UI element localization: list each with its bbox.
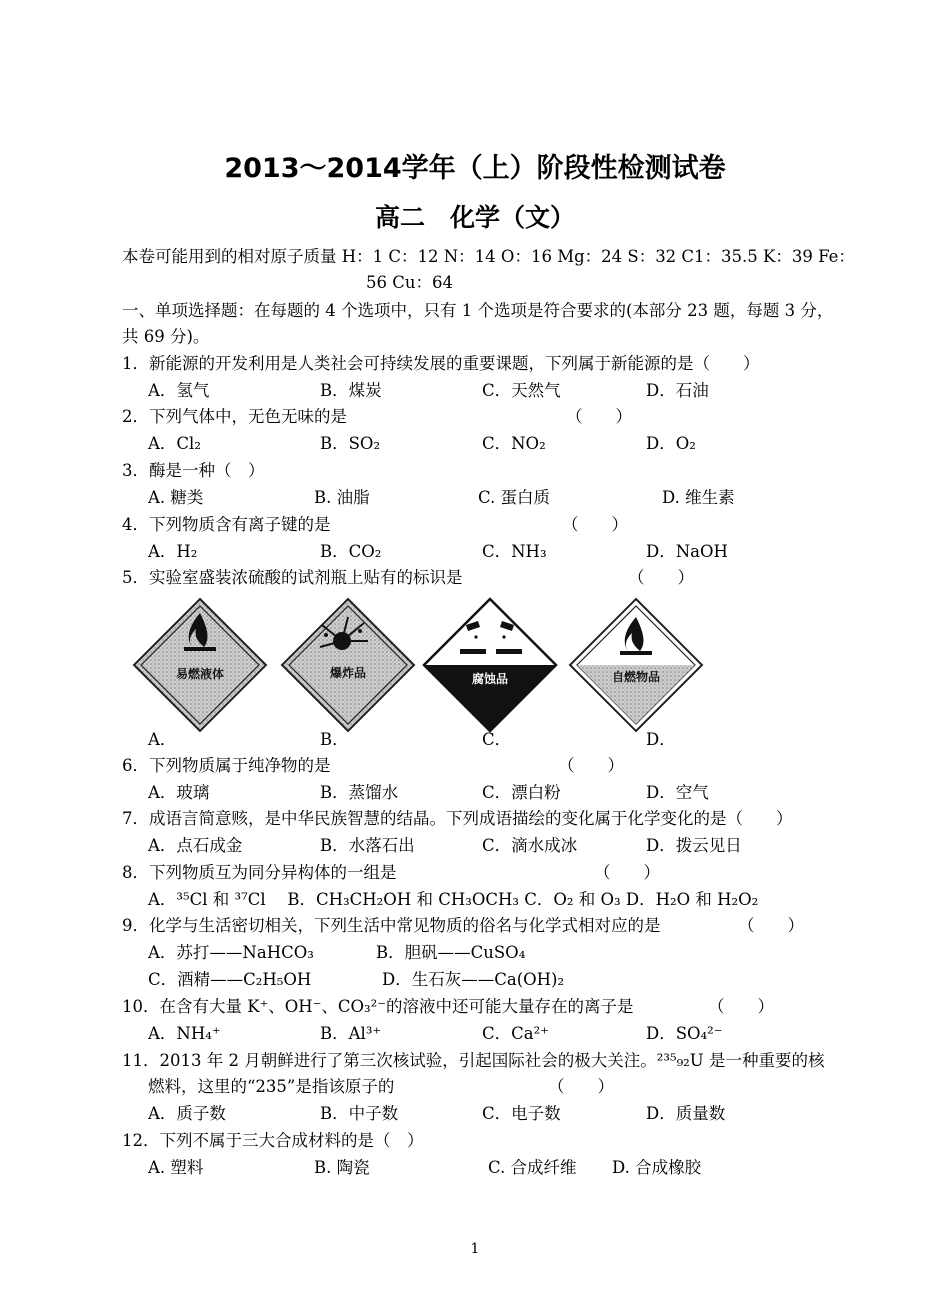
option-d: D．拨云见日 — [646, 836, 742, 855]
option-c: C．天然气 — [482, 381, 561, 400]
question-11-options — [148, 1103, 848, 1125]
question-9-stem: 9．化学与生活密切相关，下列生活中常见物质的俗名与化学式相对应的是 — [122, 916, 661, 935]
option-b: B. 油脂 — [314, 488, 370, 507]
option-a: A. 塑料 — [148, 1158, 204, 1177]
option-d: D．SO₄²⁻ — [646, 1024, 723, 1043]
option-a: A. 糖类 — [148, 488, 204, 507]
question-11-stem: 11．2013 年 2 月朝鲜进行了第三次核试验，引起国际社会的极大关注。²³⁵₉₂U 是一种重要的核 — [122, 1051, 825, 1070]
question-1-stem: 1．新能源的开发利用是人类社会可持续发展的重要课题，下列属于新能源的是（ ） — [122, 354, 760, 373]
sign-c-label: 腐蚀品 — [471, 672, 509, 686]
option-a: A．质子数 — [148, 1104, 226, 1123]
option-d: D. 维生素 — [662, 488, 735, 507]
option-b: B．胆矾——CuSO₄ — [376, 943, 526, 962]
option-b: B．中子数 — [320, 1104, 399, 1123]
option-b: B．Al³⁺ — [320, 1024, 382, 1043]
sign-d-label: 自燃物品 — [611, 670, 661, 684]
question-3-options — [148, 487, 848, 509]
option-d: D．NaOH — [646, 542, 728, 561]
question-2-options — [148, 433, 848, 455]
option-d: D．石油 — [646, 381, 709, 400]
option-b: B．蒸馏水 — [320, 783, 399, 802]
question-7-options — [148, 835, 848, 857]
question-9-options-row-2 — [148, 969, 848, 991]
question-6-options — [148, 782, 848, 804]
hazard-signs — [130, 595, 710, 735]
option-d: D．空气 — [646, 783, 709, 802]
spontaneously-combustible-sign — [570, 599, 702, 731]
option-a: A．玻璃 — [148, 783, 210, 802]
question-4-options — [148, 541, 848, 563]
exam-title: 2013～2014学年（上）阶段性检测试卷 — [224, 153, 726, 184]
question-7-stem: 7．成语言简意赅，是中华民族智慧的结晶。下列成语描绘的变化属于化学变化的是（ ） — [122, 809, 793, 828]
option-b: B．SO₂ — [320, 434, 381, 453]
question-11-stem-2: 燃料，这里的“235”是指该原子的 — [148, 1077, 395, 1096]
option-a: A．氢气 — [148, 381, 210, 400]
flammable-liquid-sign — [134, 599, 266, 731]
atomic-masses-line-1: 本卷可能用到的相对原子质量 H：1 C：12 N：14 O：16 Mg：24 S：32 C1：35.5 K：39 Fe： — [122, 247, 855, 266]
option-a: A．H₂ — [148, 542, 198, 561]
option-b: B． — [320, 730, 349, 749]
option-a: A．点石成金 — [148, 836, 243, 855]
option-a: A．NH₄⁺ — [148, 1024, 221, 1043]
question-10-stem: 10．在含有大量 K⁺、OH⁻、CO₃²⁻的溶液中还可能大量存在的离子是 — [122, 997, 634, 1016]
section-instructions-2: 共 69 分)。 — [122, 327, 210, 346]
option-c: C． — [482, 730, 512, 749]
question-10-options — [148, 1023, 848, 1045]
option-c: C．NH₃ — [482, 542, 547, 561]
option-d: D． — [646, 730, 676, 749]
question-5-options — [148, 729, 848, 751]
answer-paren: （ ） — [548, 1077, 614, 1096]
answer-paren: （ ） — [566, 407, 632, 426]
answer-paren: （ ） — [562, 515, 628, 534]
option-a: A． — [148, 730, 177, 749]
question-6-stem: 6．下列物质属于纯净物的是 — [122, 756, 331, 775]
option-c: C．电子数 — [482, 1104, 561, 1123]
sign-b-label: 爆炸品 — [329, 666, 367, 680]
question-12-stem: 12．下列不属于三大合成材料的是（ ） — [122, 1131, 424, 1150]
section-instructions-1: 一、单项选择题：在每题的 4 个选项中，只有 1 个选项是符合要求的(本部分 23 题，每题 3 分， — [122, 301, 834, 320]
question-9-options-row-1 — [148, 942, 848, 964]
option-c: C．漂白粉 — [482, 783, 561, 802]
option-d: D．质量数 — [646, 1104, 726, 1123]
option-d: D. 合成橡胶 — [612, 1158, 702, 1177]
option-b: B. 陶瓷 — [314, 1158, 370, 1177]
question-4-stem: 4．下列物质含有离子键的是 — [122, 515, 331, 534]
option-b: B．CO₂ — [320, 542, 382, 561]
question-12-options — [148, 1157, 848, 1179]
option-d: D．O₂ — [646, 434, 696, 453]
answer-paren: （ ） — [708, 997, 774, 1016]
question-2-stem: 2．下列气体中，无色无味的是 — [122, 407, 347, 426]
answer-paren: （ ） — [594, 863, 660, 882]
option-c: C．NO₂ — [482, 434, 546, 453]
question-5-stem: 5．实验室盛装浓硫酸的试剂瓶上贴有的标识是 — [122, 568, 463, 587]
option-c: C. 合成纤维 — [488, 1158, 577, 1177]
option-c: C．酒精——C₂H₅OH — [148, 970, 312, 989]
option-a: A．Cl₂ — [148, 434, 201, 453]
page-number: 1 — [470, 1241, 480, 1257]
option-c: C．Ca²⁺ — [482, 1024, 549, 1043]
question-8-stem: 8．下列物质互为同分异构体的一组是 — [122, 863, 397, 882]
question-3-stem: 3．酶是一种（ ） — [122, 461, 265, 480]
option-a: A．苏打——NaHCO₃ — [148, 943, 314, 962]
option-d: D．生石灰——Ca(OH)₂ — [382, 970, 565, 989]
atomic-masses-line-2: 56 Cu：64 — [366, 273, 453, 292]
answer-paren: （ ） — [738, 916, 804, 935]
question-1-options — [148, 380, 848, 402]
option-c: C. 蛋白质 — [478, 488, 551, 507]
corrosive-sign — [424, 599, 556, 731]
answer-paren: （ ） — [558, 756, 624, 775]
option-c: C．滴水成冰 — [482, 836, 578, 855]
option-b: B．煤炭 — [320, 381, 382, 400]
option-b: B．水落石出 — [320, 836, 415, 855]
question-8-options: A．³⁵Cl 和 ³⁷Cl B．CH₃CH₂OH 和 CH₃OCH₃ C．O₂ 和 O₃ D．H₂O 和 H₂O₂ — [148, 890, 759, 909]
exam-subtitle: 高二 化学（文） — [374, 203, 575, 232]
answer-paren: （ ） — [628, 568, 694, 587]
explosive-sign — [282, 599, 414, 731]
sign-a-label: 易燃液体 — [175, 667, 225, 681]
